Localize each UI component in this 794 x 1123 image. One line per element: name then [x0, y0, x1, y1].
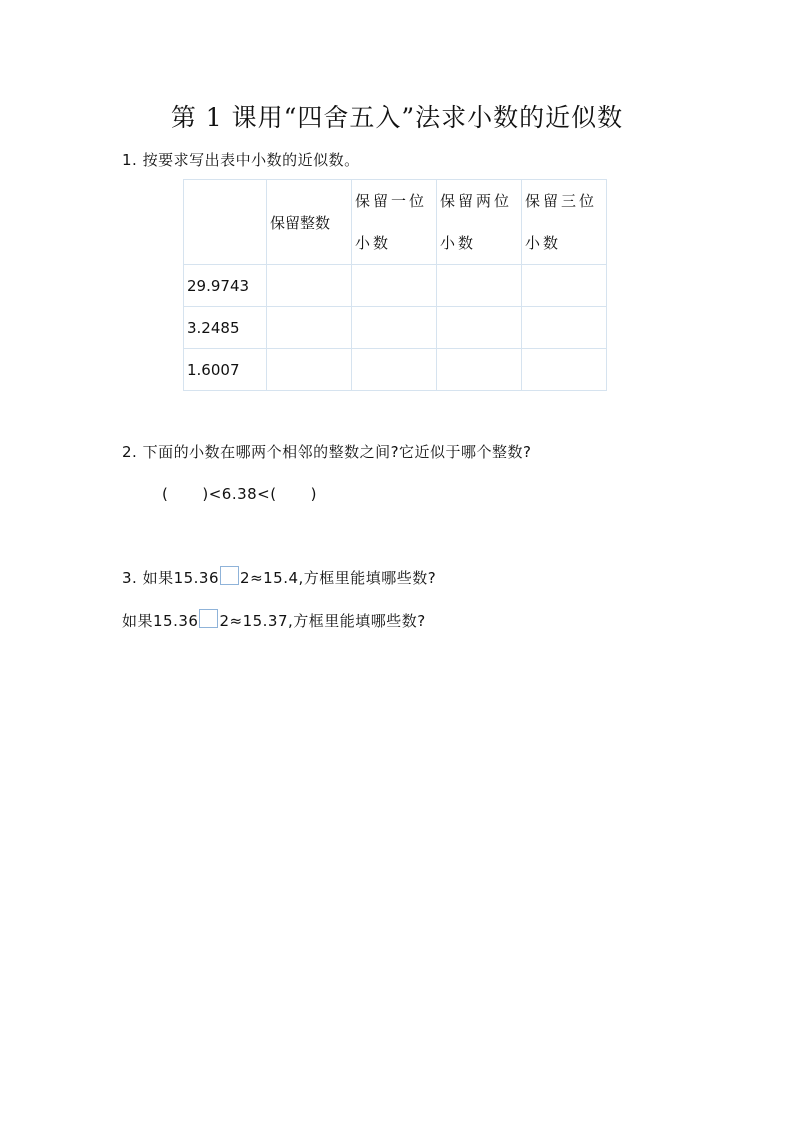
table-cell-number: 1.6007 [184, 349, 267, 391]
table-header-line: 小数 [354, 234, 391, 252]
table-cell-answer[interactable] [521, 307, 606, 349]
table-cell-answer[interactable] [351, 265, 436, 307]
table-cell-answer[interactable] [351, 349, 436, 391]
table-header-line: 小数 [524, 234, 561, 252]
table-cell-answer[interactable] [521, 349, 606, 391]
table-header-line: 小数 [439, 234, 476, 252]
table-cell-number: 3.2485 [184, 307, 267, 349]
question-3-line-1-after: 2≈15.4,方框里能填哪些数? [240, 569, 437, 587]
table-row [184, 307, 607, 349]
table-row [184, 349, 607, 391]
answer-box[interactable] [199, 609, 218, 628]
table-header-line: 保留三位 [524, 192, 597, 210]
table-cell-answer[interactable] [266, 307, 351, 349]
table-header-cell-empty [184, 180, 267, 265]
table-cell-answer[interactable] [266, 265, 351, 307]
table-cell-answer[interactable] [521, 265, 606, 307]
question-3-line-2 [122, 609, 426, 631]
table-header-row [184, 180, 607, 265]
table-cell-answer[interactable] [436, 265, 521, 307]
table-header-round-integer: 保留整数 [266, 180, 351, 265]
question-2-expression [162, 484, 317, 504]
table-header-three-decimal [521, 180, 606, 265]
table-header-line: 保留一位 [354, 192, 427, 210]
question-2-text: 2. 下面的小数在哪两个相邻的整数之间?它近似于哪个整数? [122, 443, 532, 461]
table-cell-answer[interactable] [436, 349, 521, 391]
table-header-one-decimal [351, 180, 436, 265]
right-paren: ) [310, 485, 317, 503]
table-cell-number: 29.9743 [184, 265, 267, 307]
left-paren: ( [162, 485, 169, 503]
question-3-line-1-before: 3. 如果15.36 [122, 569, 220, 587]
page-title: 第 1 课用“四舍五入”法求小数的近似数 [170, 103, 624, 132]
table-cell-answer[interactable] [436, 307, 521, 349]
question-3-line-1 [122, 566, 436, 588]
table-row [184, 265, 607, 307]
question-3-line-2-after: 2≈15.37,方框里能填哪些数? [219, 612, 426, 630]
answer-box[interactable] [220, 566, 239, 585]
table-header-two-decimal [436, 180, 521, 265]
question-1-text: 1. 按要求写出表中小数的近似数。 [122, 151, 360, 169]
table-cell-answer[interactable] [351, 307, 436, 349]
question-3-line-2-before: 如果15.36 [122, 612, 199, 630]
table-header-line: 保留两位 [439, 192, 512, 210]
table-cell-answer[interactable] [266, 349, 351, 391]
approximation-table [183, 179, 607, 391]
inequality-middle: )<6.38<( [202, 485, 277, 503]
